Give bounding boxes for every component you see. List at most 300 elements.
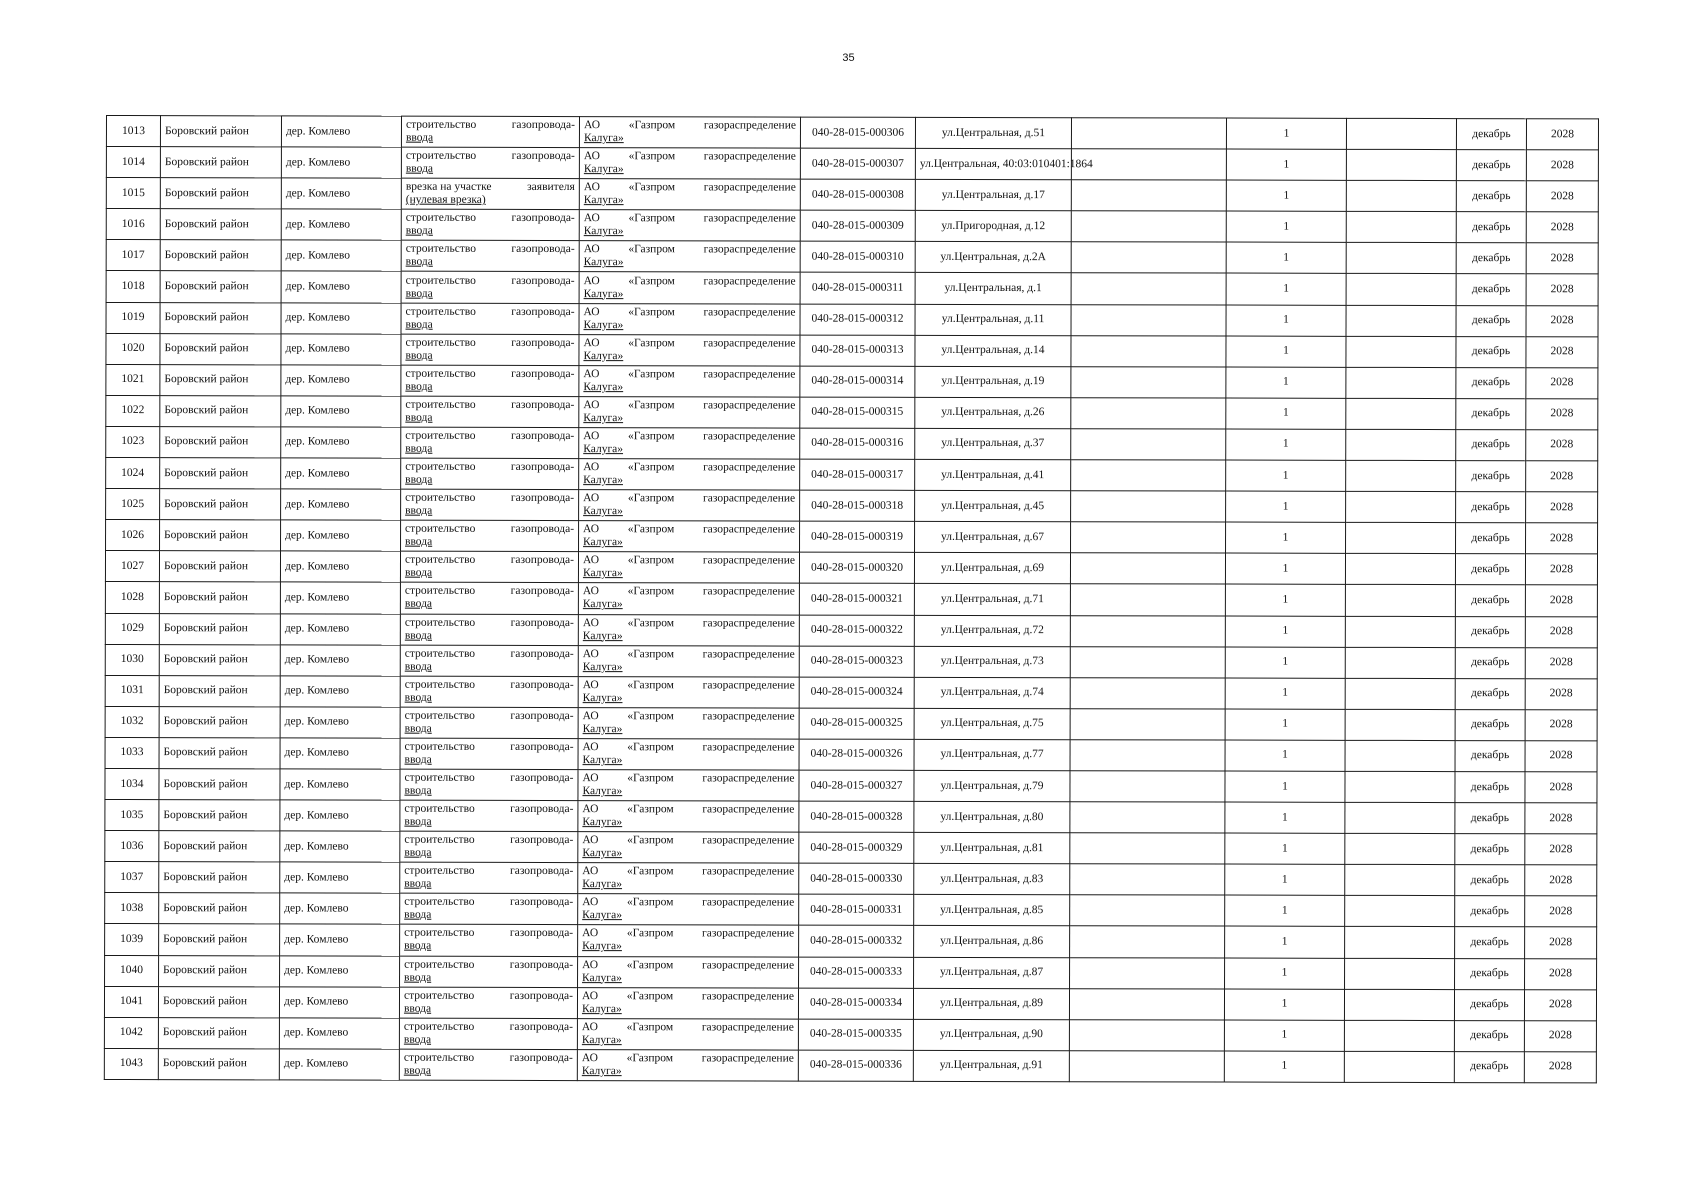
village-cell: дер. Комлево <box>279 1018 399 1049</box>
row-number: 1035 <box>105 800 159 831</box>
empty-cell <box>1345 833 1455 864</box>
work-type-cell <box>400 769 578 800</box>
district-cell: Боровский район <box>160 395 281 426</box>
empty-cell <box>1071 211 1226 242</box>
table-row <box>106 147 1598 181</box>
address-cell: ул.Центральная, д.85 <box>914 895 1070 926</box>
village-cell: дер. Комлево <box>281 489 401 520</box>
year-cell: 2028 <box>1525 710 1597 741</box>
year-cell: 2028 <box>1526 430 1598 461</box>
org-line-1: АО <box>583 430 600 443</box>
work-type-line-1: строительство <box>405 367 476 380</box>
object-code-cell: 040-28-015-000323 <box>799 646 914 677</box>
address-cell: ул.Центральная, д.73 <box>914 646 1070 677</box>
row-number: 1014 <box>106 147 160 178</box>
org-line-1: АО <box>582 896 599 909</box>
table-row <box>105 582 1597 616</box>
month-cell: декабрь <box>1455 678 1525 709</box>
org-line-4: Калуга» <box>583 225 624 238</box>
row-number: 1023 <box>106 426 160 457</box>
village-cell: дер. Комлево <box>281 271 401 302</box>
district-cell: Боровский район <box>160 209 281 240</box>
work-type-line-1: строительство <box>405 305 476 318</box>
year-cell: 2028 <box>1525 865 1597 896</box>
object-code-cell: 040-28-015-000312 <box>800 304 915 335</box>
quantity-cell: 1 <box>1225 771 1345 802</box>
organization-cell <box>579 241 800 273</box>
empty-cell <box>1345 802 1455 833</box>
table-row <box>105 706 1597 740</box>
table-row <box>105 644 1597 678</box>
organization-cell <box>577 987 798 1019</box>
address-cell: ул.Центральная, д.87 <box>914 957 1070 988</box>
org-line-3: газораспределение <box>702 865 795 878</box>
org-line-1: АО <box>581 989 599 1002</box>
table-row <box>106 426 1598 460</box>
work-type-cell <box>401 303 579 334</box>
org-line-4: Калуга» <box>583 256 624 269</box>
object-code-cell: 040-28-015-000328 <box>799 801 914 832</box>
table-row <box>106 364 1598 398</box>
village-cell: дер. Комлево <box>281 365 401 396</box>
org-line-1: АО <box>582 772 599 785</box>
org-line-3: газораспределение <box>703 368 796 381</box>
village-cell: дер. Комлево <box>281 334 401 365</box>
district-cell: Боровский район <box>160 489 281 520</box>
year-cell: 2028 <box>1524 989 1596 1020</box>
work-type-line-2: газопровода- <box>511 118 575 132</box>
work-type-line-2: газопровода- <box>510 647 574 660</box>
row-number: 1036 <box>105 831 159 862</box>
month-cell: декабрь <box>1456 274 1526 305</box>
village-cell: дер. Комлево <box>280 551 400 582</box>
object-code-cell: 040-28-015-000327 <box>799 770 914 801</box>
empty-cell <box>1070 864 1225 895</box>
work-type-line-3: ввода <box>404 971 432 984</box>
org-line-3: газораспределение <box>702 834 795 847</box>
work-type-line-1: строительство <box>405 336 476 349</box>
quantity-cell: 1 <box>1226 118 1346 149</box>
work-type-line-3: (нулевая врезка) <box>405 193 486 207</box>
district-cell: Боровский район <box>158 1048 279 1079</box>
work-type-cell <box>401 147 579 178</box>
row-number: 1038 <box>105 893 159 924</box>
district-cell: Боровский район <box>159 831 280 862</box>
org-line-1: АО <box>583 523 600 536</box>
object-code-cell: 040-28-015-000311 <box>800 273 915 304</box>
year-cell: 2028 <box>1526 243 1598 274</box>
org-line-2: «Газпром <box>626 896 674 909</box>
org-line-4: Калуга» <box>582 691 623 704</box>
row-number: 1034 <box>105 768 159 799</box>
district-cell: Боровский район <box>160 271 281 302</box>
district-cell: Боровский район <box>159 800 280 831</box>
work-type-cell <box>400 894 578 925</box>
empty-cell <box>1346 274 1456 305</box>
district-cell: Боровский район <box>160 333 281 364</box>
district-cell: Боровский район <box>160 116 281 147</box>
work-type-line-1: строительство <box>404 833 475 847</box>
year-cell: 2028 <box>1525 803 1597 834</box>
org-line-3: газораспределение <box>703 243 796 256</box>
month-cell: декабрь <box>1456 181 1526 212</box>
org-line-1: АО <box>583 274 600 287</box>
org-line-3: газораспределение <box>703 119 796 132</box>
org-line-2: «Газпром <box>628 367 675 381</box>
table-row <box>106 458 1598 492</box>
month-cell: декабрь <box>1456 305 1526 336</box>
work-type-cell <box>400 551 578 582</box>
org-line-1: АО <box>582 865 599 878</box>
org-line-2: «Газпром <box>628 274 675 287</box>
table-row <box>105 613 1597 647</box>
organization-cell <box>579 179 800 211</box>
work-type-line-2: газопровода- <box>510 616 574 629</box>
year-cell: 2028 <box>1524 1020 1596 1051</box>
work-type-cell <box>399 987 577 1018</box>
table-row <box>106 240 1598 274</box>
organization-cell <box>578 645 799 677</box>
org-line-3: газораспределение <box>703 181 796 194</box>
organization-cell <box>579 303 800 335</box>
table-row <box>105 800 1597 834</box>
org-line-1: АО <box>582 927 599 940</box>
gasification-table <box>104 115 1599 1083</box>
work-type-cell <box>401 427 579 458</box>
work-type-line-2: газопровода- <box>511 398 575 411</box>
address-cell: ул.Центральная, 40:03:010401:1864 <box>915 148 1071 179</box>
quantity-cell: 1 <box>1226 367 1346 398</box>
organization-cell <box>579 396 800 428</box>
year-cell: 2028 <box>1525 741 1597 772</box>
empty-cell <box>1345 865 1455 896</box>
empty-cell <box>1345 554 1455 585</box>
org-line-3: газораспределение <box>702 927 795 941</box>
district-cell: Боровский район <box>159 924 280 955</box>
org-line-3: газораспределение <box>703 399 796 412</box>
address-cell: ул.Центральная, д.67 <box>915 522 1071 553</box>
object-code-cell: 040-28-015-000321 <box>799 583 914 614</box>
work-type-line-2: газопровода- <box>511 367 575 380</box>
address-cell: ул.Центральная, д.71 <box>914 584 1070 615</box>
quantity-cell: 1 <box>1226 274 1346 305</box>
village-cell: дер. Комлево <box>281 178 401 209</box>
org-line-1: АО <box>581 1020 598 1033</box>
district-cell: Боровский район <box>159 769 280 800</box>
work-type-line-3: ввода <box>405 162 434 175</box>
table-body <box>104 116 1598 1083</box>
work-type-cell <box>401 178 579 209</box>
org-line-3: газораспределение <box>701 1021 794 1034</box>
district-cell: Боровский район <box>159 582 280 613</box>
district-cell: Боровский район <box>160 364 281 395</box>
year-cell: 2028 <box>1525 678 1597 709</box>
org-line-4: Калуга» <box>582 909 622 922</box>
work-type-line-2: газопровода- <box>510 834 574 847</box>
org-line-2: «Газпром <box>627 461 675 474</box>
year-cell: 2028 <box>1526 461 1598 492</box>
organization-cell <box>579 521 800 553</box>
village-cell: дер. Комлево <box>280 676 400 707</box>
org-line-3: газораспределение <box>703 461 796 474</box>
org-line-3: газораспределение <box>703 274 796 288</box>
object-code-cell: 040-28-015-000322 <box>799 615 914 646</box>
work-type-line-1: строительство <box>403 989 475 1002</box>
month-cell: декабрь <box>1456 212 1526 243</box>
org-line-2: «Газпром <box>627 803 674 816</box>
empty-cell <box>1345 927 1455 958</box>
org-line-4: Калуга» <box>582 660 623 673</box>
work-type-line-2: газопровода- <box>511 150 575 163</box>
district-cell: Боровский район <box>160 427 281 458</box>
org-line-3: газораспределение <box>702 896 795 909</box>
org-line-3: газораспределение <box>701 958 795 972</box>
empty-cell <box>1069 1019 1224 1050</box>
work-type-line-3: ввода <box>405 256 433 269</box>
org-line-1: АО <box>583 181 600 194</box>
table-row <box>105 737 1597 771</box>
organization-cell <box>579 334 800 366</box>
work-type-line-1: строительство <box>404 678 476 691</box>
org-line-3: газораспределение <box>702 803 795 816</box>
work-type-line-3: ввода <box>404 660 432 673</box>
org-line-2: «Газпром <box>626 1052 674 1065</box>
month-cell: декабрь <box>1456 367 1526 398</box>
quantity-cell: 1 <box>1225 958 1345 989</box>
org-line-3: газораспределение <box>701 1052 794 1065</box>
work-type-line-2: газопровода- <box>510 803 574 816</box>
object-code-cell: 040-28-015-000306 <box>800 117 915 148</box>
village-cell: дер. Комлево <box>281 116 401 147</box>
table-row <box>106 520 1598 554</box>
org-line-2: «Газпром <box>627 772 674 785</box>
work-type-line-3: ввода <box>404 940 432 953</box>
empty-cell <box>1346 181 1456 212</box>
org-line-4: Калуга» <box>582 940 622 953</box>
work-type-line-1: строительство <box>405 243 476 256</box>
org-line-4: Калуга» <box>581 1033 622 1046</box>
district-cell: Боровский район <box>160 178 281 209</box>
object-code-cell: 040-28-015-000317 <box>800 459 915 490</box>
organization-cell <box>577 1049 798 1081</box>
org-line-3: газораспределение <box>702 616 795 630</box>
village-cell: дер. Комлево <box>279 1049 399 1080</box>
org-line-3: газораспределение <box>703 492 796 505</box>
month-cell: декабрь <box>1454 989 1524 1020</box>
work-type-line-3: ввода <box>404 691 432 704</box>
empty-cell <box>1346 460 1456 491</box>
row-number: 1022 <box>106 395 160 426</box>
quantity-cell: 1 <box>1225 553 1345 584</box>
empty-cell <box>1345 958 1455 989</box>
work-type-line-1: строительство <box>404 802 475 815</box>
empty-cell <box>1071 242 1226 273</box>
month-cell: декабрь <box>1455 958 1525 989</box>
work-type-line-2: газопровода- <box>511 243 575 256</box>
empty-cell <box>1346 243 1456 274</box>
table-row <box>106 178 1598 212</box>
org-line-4: Калуга» <box>583 287 624 300</box>
work-type-line-1: строительство <box>405 398 476 411</box>
year-cell: 2028 <box>1526 305 1598 336</box>
row-number: 1027 <box>105 551 159 582</box>
month-cell: декабрь <box>1455 554 1525 585</box>
object-code-cell: 040-28-015-000314 <box>800 366 915 397</box>
work-type-line-3: ввода <box>405 442 433 455</box>
work-type-line-1: строительство <box>403 1051 475 1064</box>
work-type-cell <box>400 800 578 831</box>
empty-cell <box>1345 585 1455 616</box>
org-line-2: «Газпром <box>627 430 675 443</box>
org-line-3: газораспределение <box>702 741 795 754</box>
district-cell: Боровский район <box>160 302 281 333</box>
month-cell: декабрь <box>1455 896 1525 927</box>
row-number: 1031 <box>105 675 159 706</box>
address-cell: ул.Центральная, д.79 <box>914 770 1070 801</box>
work-type-cell <box>401 489 579 520</box>
org-line-3: газораспределение <box>703 305 796 319</box>
empty-cell <box>1070 802 1225 833</box>
row-number: 1024 <box>106 458 160 489</box>
object-code-cell: 040-28-015-000308 <box>800 179 915 210</box>
village-cell: дер. Комлево <box>281 458 401 489</box>
quantity-cell: 1 <box>1225 895 1345 926</box>
quantity-cell: 1 <box>1226 305 1346 336</box>
work-type-line-2: газопровода- <box>510 460 575 474</box>
row-number: 1018 <box>106 271 160 302</box>
row-number: 1021 <box>106 364 160 395</box>
work-type-cell <box>401 272 579 303</box>
empty-cell <box>1071 522 1226 553</box>
year-cell: 2028 <box>1526 181 1598 212</box>
empty-cell <box>1346 367 1456 398</box>
empty-cell <box>1070 553 1225 584</box>
quantity-cell: 1 <box>1224 1020 1344 1051</box>
work-type-line-2: заявителя <box>527 181 575 194</box>
work-type-line-2: газопровода- <box>509 896 574 909</box>
work-type-line-3: ввода <box>404 567 433 580</box>
work-type-line-3: ввода <box>404 753 432 766</box>
org-line-4: Калуга» <box>583 474 623 487</box>
org-line-2: «Газпром <box>626 927 674 940</box>
quantity-cell: 1 <box>1225 584 1345 615</box>
work-type-line-2: газопровода- <box>509 958 574 971</box>
year-cell: 2028 <box>1525 585 1597 616</box>
organization-cell <box>579 490 800 522</box>
year-cell: 2028 <box>1526 212 1598 243</box>
empty-cell <box>1345 740 1455 771</box>
village-cell: дер. Комлево <box>281 209 401 240</box>
org-line-4: Калуга» <box>582 754 623 767</box>
work-type-line-2: газопровода- <box>510 678 574 691</box>
district-cell: Боровский район <box>159 675 280 706</box>
quantity-cell: 1 <box>1226 429 1346 460</box>
empty-cell <box>1071 304 1226 335</box>
org-line-3: газораспределение <box>702 679 795 692</box>
org-line-2: «Газпром <box>628 119 676 132</box>
month-cell: декабрь <box>1456 119 1526 150</box>
year-cell: 2028 <box>1526 523 1598 554</box>
work-type-line-2: газопровода- <box>510 492 575 505</box>
month-cell: декабрь <box>1456 461 1526 492</box>
object-code-cell: 040-28-015-000313 <box>800 335 915 366</box>
village-cell: дер. Комлево <box>280 862 400 893</box>
work-type-line-3: ввода <box>403 1002 432 1015</box>
empty-cell <box>1345 709 1455 740</box>
org-line-2: «Газпром <box>628 305 675 318</box>
month-cell: декабрь <box>1455 709 1525 740</box>
district-cell: Боровский район <box>159 706 280 737</box>
address-cell: ул.Центральная, д.45 <box>915 490 1071 521</box>
org-line-3: газораспределение <box>702 523 796 536</box>
empty-cell <box>1070 957 1225 988</box>
org-line-4: Калуга» <box>582 816 623 829</box>
org-line-4: Калуга» <box>582 847 623 860</box>
table-row <box>106 209 1598 243</box>
work-type-line-2: газопровода- <box>510 429 575 443</box>
year-cell: 2028 <box>1525 834 1597 865</box>
org-line-1: АО <box>582 678 599 691</box>
empty-cell <box>1344 1020 1454 1051</box>
table-row <box>104 986 1596 1020</box>
table-row <box>105 893 1597 927</box>
org-line-1: АО <box>582 958 599 971</box>
work-type-line-2: газопровода- <box>509 989 574 1002</box>
org-line-3: газораспределение <box>703 150 796 163</box>
empty-cell <box>1346 491 1456 522</box>
org-line-4: Калуга» <box>583 536 623 549</box>
work-type-line-3: ввода <box>405 287 433 300</box>
org-line-1: АО <box>582 741 599 754</box>
org-line-4: Калуга» <box>583 163 624 176</box>
address-cell: ул.Центральная, д.86 <box>914 926 1070 957</box>
quantity-cell: 1 <box>1226 242 1346 273</box>
quantity-cell: 1 <box>1225 864 1345 895</box>
org-line-4: Калуга» <box>583 349 624 362</box>
org-line-1: АО <box>582 709 599 722</box>
row-number: 1015 <box>106 178 160 209</box>
work-type-line-1: строительство <box>404 864 475 878</box>
district-cell: Боровский район <box>160 520 281 551</box>
empty-cell <box>1070 833 1225 864</box>
work-type-line-2: газопровода- <box>511 274 575 287</box>
empty-cell <box>1070 584 1225 615</box>
org-line-2: «Газпром <box>627 710 674 723</box>
work-type-cell <box>401 520 579 551</box>
object-code-cell: 040-28-015-000310 <box>800 241 915 272</box>
org-line-2: «Газпром <box>627 585 675 598</box>
work-type-line-2: газопровода- <box>511 336 575 349</box>
object-code-cell: 040-28-015-000332 <box>799 926 914 957</box>
org-line-2: «Газпром <box>628 399 675 412</box>
address-cell: ул.Центральная, д.75 <box>914 708 1070 739</box>
work-type-cell <box>401 365 579 396</box>
row-number: 1029 <box>105 613 159 644</box>
year-cell: 2028 <box>1526 336 1598 367</box>
org-line-1: АО <box>583 398 600 412</box>
address-cell: ул.Центральная, д.83 <box>914 864 1070 895</box>
organization-cell <box>577 1018 798 1050</box>
month-cell: декабрь <box>1455 647 1525 678</box>
org-line-3: газораспределение <box>702 585 795 599</box>
work-type-line-1: строительство <box>405 274 476 287</box>
district-cell: Боровский район <box>158 986 279 1017</box>
work-type-line-3: ввода <box>404 846 432 859</box>
organization-cell <box>578 552 799 584</box>
table-row <box>105 675 1597 709</box>
work-type-line-3: ввода <box>404 815 432 828</box>
empty-cell <box>1345 896 1455 927</box>
